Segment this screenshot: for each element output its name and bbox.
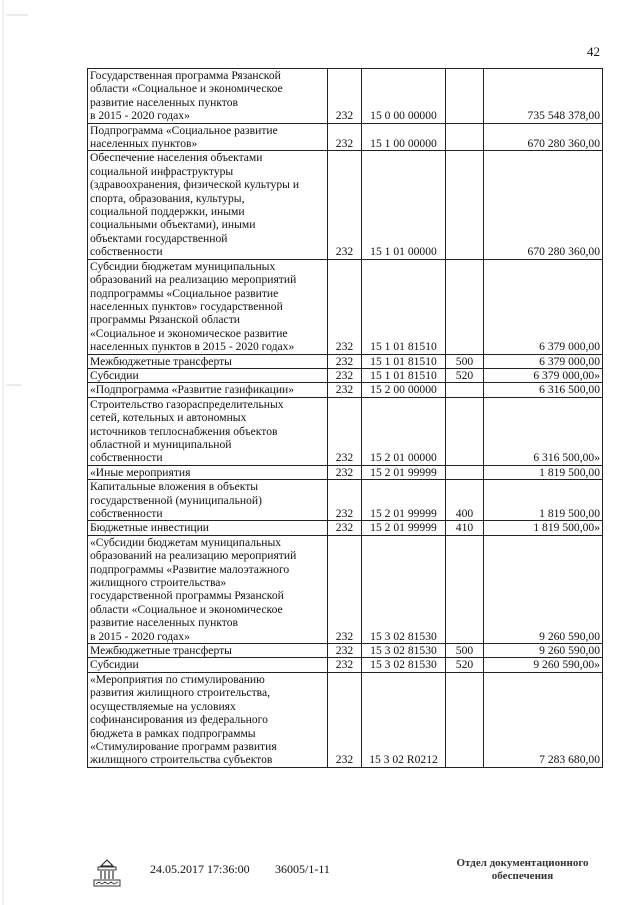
row-name-cell: Межбюджетные трансферты [88, 354, 328, 368]
row-csr-cell: 15 2 01 99999 [362, 465, 446, 479]
scan-edge-marks [0, 0, 60, 905]
row-ved-cell: 232 [328, 465, 362, 479]
row-vr-cell [446, 397, 484, 465]
row-csr-cell: 15 1 00 00000 [362, 123, 446, 151]
row-sum-cell: 7 283 680,00 [484, 672, 603, 767]
row-ved-cell: 232 [328, 383, 362, 397]
row-name-cell: Подпрограмма «Социальное развитие населенных пунктов» [88, 123, 328, 151]
table-row [88, 354, 603, 368]
row-csr-cell: 15 2 01 00000 [362, 397, 446, 465]
table-row [88, 658, 603, 672]
row-name-cell: «Иные мероприятия [88, 465, 328, 479]
table-row [88, 259, 603, 354]
row-ved-cell: 232 [328, 521, 362, 535]
row-ved-cell: 232 [328, 259, 362, 354]
row-name-cell: Обеспечение населения объектами социальной инфраструктуры (здравоохранения, физической культуры и спорта, образования, культуры, социальной поддержки, иными социальными объектами), иными объектами государственной собственности [88, 151, 328, 259]
footer-department-line-2: обеспечения [491, 870, 554, 882]
row-ved-cell: 232 [328, 397, 362, 465]
row-ved-cell: 232 [328, 69, 362, 124]
row-vr-cell [446, 672, 484, 767]
row-sum-cell: 735 548 378,00 [484, 69, 603, 124]
page-number: 42 [587, 44, 600, 59]
row-name-cell: Межбюджетные трансферты [88, 644, 328, 658]
footer-department-line-1: Отдел документационного [456, 857, 589, 869]
row-name-cell: Субсидии [88, 368, 328, 382]
footer-date: 24.05.2017 17:36:00 [150, 862, 250, 876]
row-ved-cell: 232 [328, 480, 362, 521]
row-sum-cell: 670 280 360,00 [484, 151, 603, 259]
row-vr-cell: 520 [446, 368, 484, 382]
row-sum-cell: 6 316 500,00» [484, 397, 603, 465]
row-vr-cell [446, 383, 484, 397]
table-row [88, 535, 603, 643]
row-csr-cell: 15 2 01 99999 [362, 521, 446, 535]
table-row [88, 151, 603, 259]
row-ved-cell: 232 [328, 354, 362, 368]
row-sum-cell: 9 260 590,00 [484, 535, 603, 643]
row-name-cell: «Подпрограмма «Развитие газификации» [88, 383, 328, 397]
row-vr-cell [446, 123, 484, 151]
row-name-cell: Бюджетные инвестиции [88, 521, 328, 535]
row-ved-cell: 232 [328, 535, 362, 643]
table-row [88, 368, 603, 382]
budget-table [87, 68, 603, 768]
row-vr-cell: 410 [446, 521, 484, 535]
row-csr-cell: 15 1 01 81510 [362, 368, 446, 382]
row-name-cell: Субсидии бюджетам муниципальных образований на реализацию мероприятий подпрограммы «Социальное развитие населенных пунктов» государственной программы Рязанской области «Социальное и экономическое развитие населенных пунктов в 2015 - 2020 годах» [88, 259, 328, 354]
row-vr-cell: 500 [446, 354, 484, 368]
table-row [88, 480, 603, 521]
row-ved-cell: 232 [328, 672, 362, 767]
row-sum-cell: 9 260 590,00 [484, 644, 603, 658]
row-name-cell: Государственная программа Рязанской области «Социальное и экономическое развитие населенных пунктов в 2015 - 2020 годах» [88, 69, 328, 124]
table-row [88, 521, 603, 535]
row-ved-cell: 232 [328, 368, 362, 382]
row-name-cell: Строительство газораспределительных сетей, котельных и автономных источников теплоснабжения объектов областной и муниципальной собственности [88, 397, 328, 465]
row-csr-cell: 15 3 02 81530 [362, 535, 446, 643]
table-row [88, 465, 603, 479]
row-vr-cell [446, 151, 484, 259]
row-vr-cell [446, 69, 484, 124]
row-sum-cell: 1 819 500,00 [484, 480, 603, 521]
row-sum-cell: 9 260 590,00» [484, 658, 603, 672]
table-row [88, 69, 603, 124]
row-csr-cell: 15 2 01 99999 [362, 480, 446, 521]
row-csr-cell: 15 3 02 81530 [362, 658, 446, 672]
row-sum-cell: 1 819 500,00» [484, 521, 603, 535]
row-sum-cell: 6 316 500,00 [484, 383, 603, 397]
row-csr-cell: 15 3 02 R0212 [362, 672, 446, 767]
table-row [88, 383, 603, 397]
row-name-cell: «Мероприятия по стимулированию развития жилищного строительства, осуществляемые на условиях софинансирования из федерального бюджета в рамках подпрограммы «Стимулирование программ развития жилищного строительства субъектов [88, 672, 328, 767]
row-vr-cell [446, 465, 484, 479]
row-sum-cell: 6 379 000,00 [484, 259, 603, 354]
row-sum-cell: 1 819 500,00 [484, 465, 603, 479]
row-ved-cell: 232 [328, 658, 362, 672]
row-sum-cell: 6 379 000,00» [484, 368, 603, 382]
row-name-cell: «Субсидии бюджетам муниципальных образований на реализацию мероприятий подпрограммы «Развитие малоэтажного жилищного строительства» государственной программы Рязанской области «Социальное и экономическое развитие населенных пунктов в 2015 - 2020 годах» [88, 535, 328, 643]
row-vr-cell: 500 [446, 644, 484, 658]
row-name-cell: Субсидии [88, 658, 328, 672]
row-csr-cell: 15 3 02 81530 [362, 644, 446, 658]
row-vr-cell: 400 [446, 480, 484, 521]
footer-department [440, 857, 605, 883]
table-row [88, 397, 603, 465]
row-sum-cell: 670 280 360,00 [484, 123, 603, 151]
row-ved-cell: 232 [328, 123, 362, 151]
footer-document-number: 36005/1-11 [275, 862, 330, 876]
row-csr-cell: 15 1 01 81510 [362, 354, 446, 368]
row-csr-cell: 15 1 01 00000 [362, 151, 446, 259]
row-ved-cell: 232 [328, 644, 362, 658]
table-row [88, 644, 603, 658]
row-name-cell: Капитальные вложения в объекты государственной (муниципальной) собственности [88, 480, 328, 521]
row-sum-cell: 6 379 000,00 [484, 354, 603, 368]
row-csr-cell: 15 1 01 81510 [362, 259, 446, 354]
table-row [88, 672, 603, 767]
row-vr-cell: 520 [446, 658, 484, 672]
duma-emblem-icon [90, 858, 124, 888]
budget-table-body [88, 69, 603, 768]
table-row [88, 123, 603, 151]
row-csr-cell: 15 0 00 00000 [362, 69, 446, 124]
row-csr-cell: 15 2 00 00000 [362, 383, 446, 397]
row-vr-cell [446, 259, 484, 354]
row-vr-cell [446, 535, 484, 643]
row-ved-cell: 232 [328, 151, 362, 259]
